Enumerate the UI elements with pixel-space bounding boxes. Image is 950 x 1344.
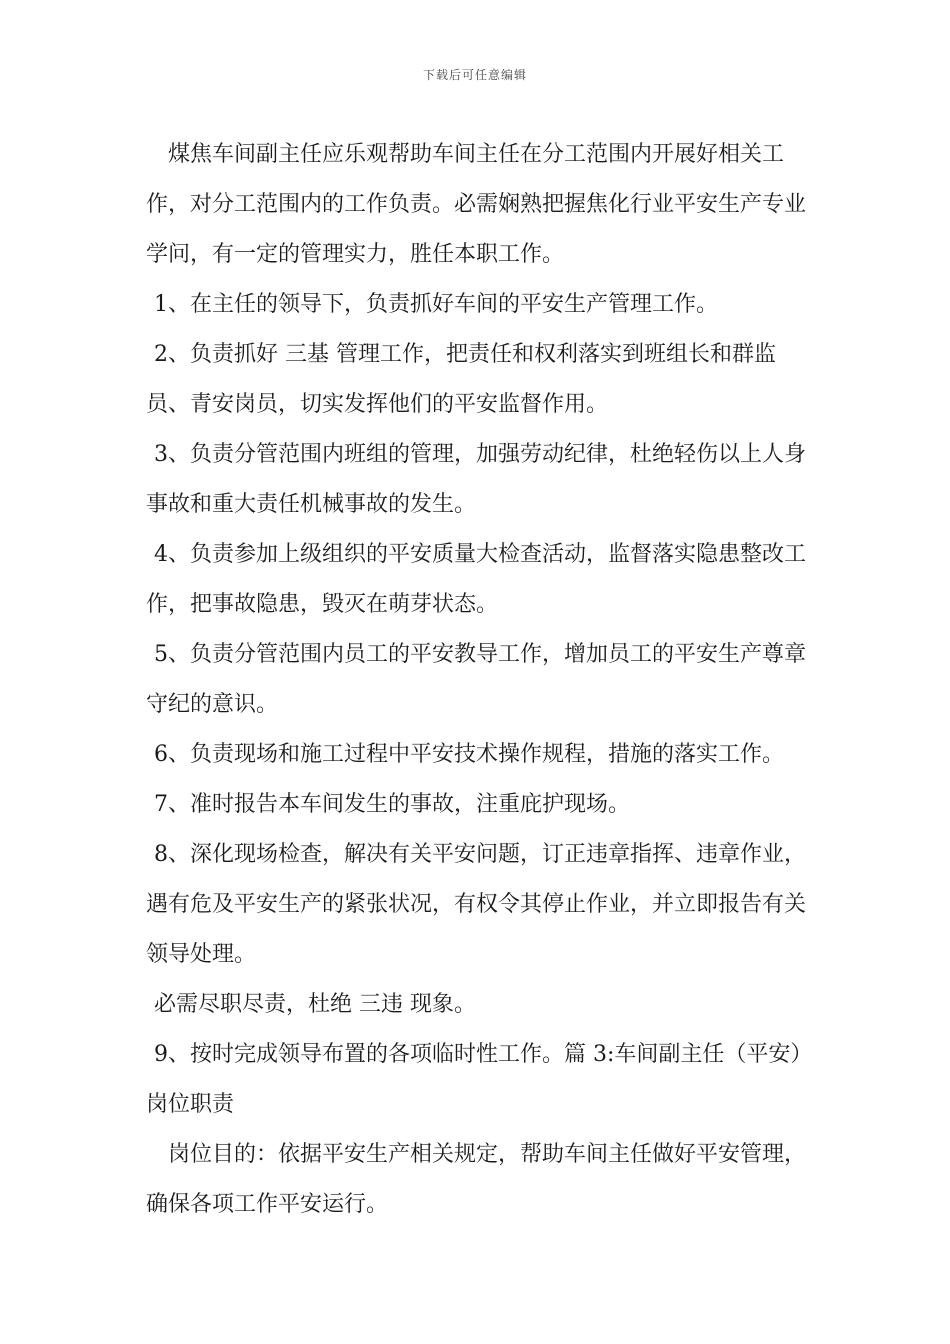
duty-item-4: 4、负责参加上级组织的平安质量大检查活动，监督落实隐患整改工作，把事故隐患，毁灭在萌芽状态。: [146, 542, 806, 617]
duty-item-5: 5、负责分管范围内员工的平安教导工作，增加员工的平安生产尊章守纪的意识。: [146, 642, 806, 717]
intro-paragraph: 煤焦车间副主任应乐观帮助车间主任在分工范围内开展好相关工作，对分工范围内的工作负责。必需娴熟把握焦化行业平安生产专业学问，有一定的管理实力，胜任本职工作。: [146, 142, 807, 267]
duty-item-6: 6、负责现场和施工过程中平安技术操作规程，措施的落实工作。: [154, 742, 784, 767]
position-purpose: 岗位目的：依据平安生产相关规定，帮助车间主任做好平安管理，确保各项工作平安运行。: [146, 1142, 807, 1217]
duty-item-7: 7、准时报告本车间发生的事故，注重庇护现场。: [154, 792, 630, 817]
duty-item-9: 9、按时完成领导布置的各项临时性工作。篇 3:车间副主任（平安）岗位职责: [146, 1042, 813, 1117]
duty-item-2: 2、负责抓好 三基 管理工作，把责任和权利落实到班组长和群监员、青安岗员，切实发挥他们的平安监督作用。: [146, 342, 776, 417]
duty-item-8: 8、深化现场检查，解决有关平安问题，订正违章指挥、违章作业，遇有危及平安生产的紧张状况，有权令其停止作业，并立即报告有关领导处理。: [146, 842, 807, 967]
document-body: [146, 130, 818, 1230]
duty-item-3: 3、负责分管范围内班组的管理，加强劳动纪律，杜绝轻伤以上人身事故和重大责任机械事故的发生。: [146, 442, 806, 517]
duty-item-1: 1、在主任的领导下，负责抓好车间的平安生产管理工作。: [154, 292, 718, 317]
page-header: 下载后可任意编辑: [422, 68, 527, 82]
duty-note: 必需尽职尽责，杜绝 三违 现象。: [154, 992, 476, 1017]
